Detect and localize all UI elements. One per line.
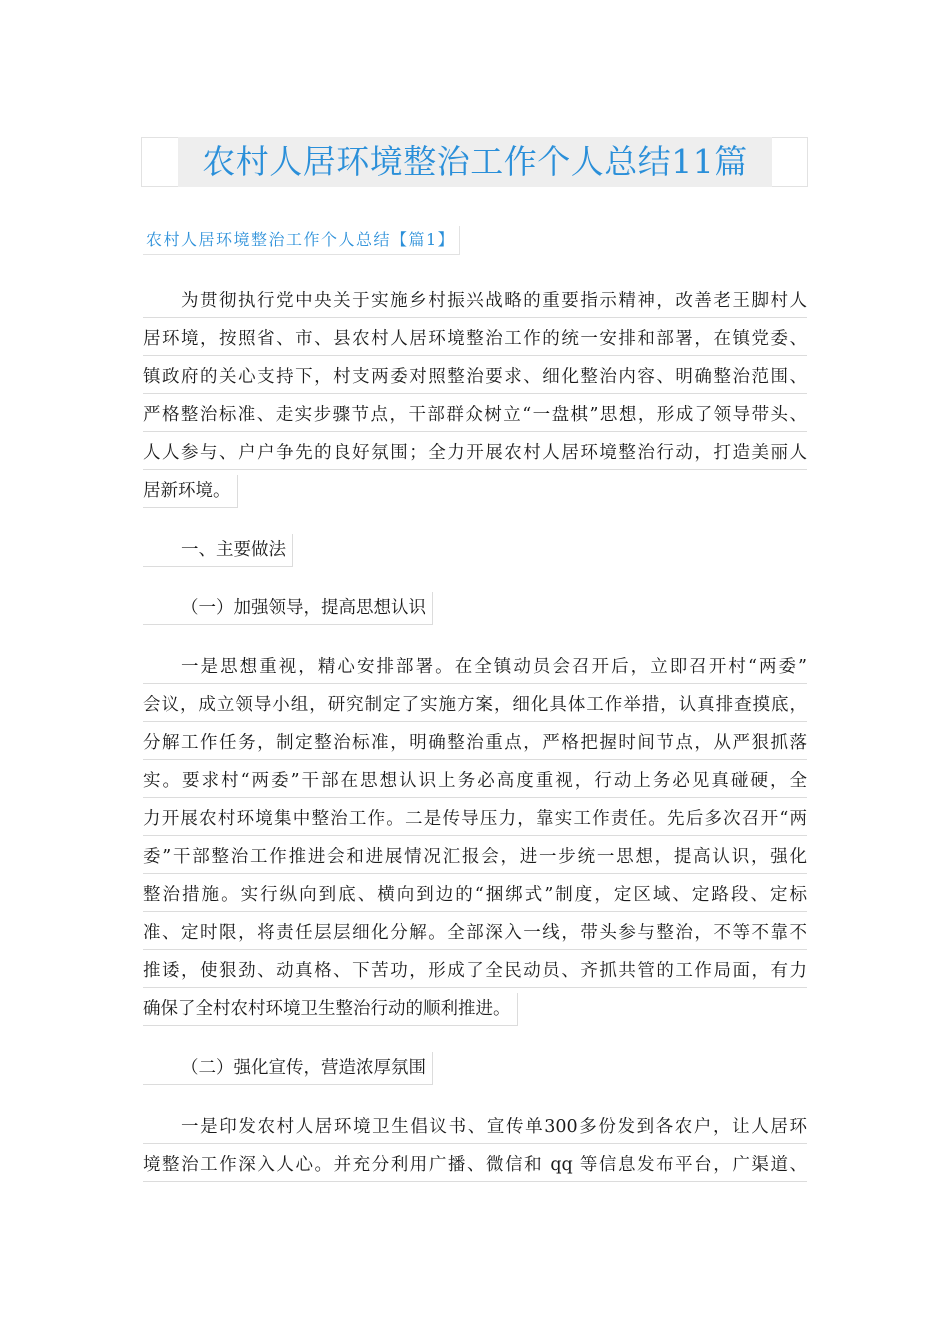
document-title: 农村人居环境整治工作个人总结11篇 (178, 137, 772, 187)
paragraph-line: 一是印发农村人居环境卫生倡议书、宣传单300多份发到各农户，让人居环 (143, 1111, 807, 1144)
paragraph-line: 居环境，按照省、市、县农村人居环境整治工作的统一安排和部署，在镇党委、 (143, 323, 807, 356)
paragraph-line: 力开展农村环境集中整治工作。二是传导压力，靠实工作责任。先后多次召开“两 (143, 803, 807, 836)
paragraph-line: 镇政府的关心支持下，村支两委对照整治要求、细化整治内容、明确整治范围、 (143, 361, 807, 394)
paragraph-line: 分解工作任务，制定整治标准，明确整治重点，严格把握时间节点，从严狠抓落 (143, 727, 807, 760)
section-subtitle: 农村人居环境整治工作个人总结【篇1】 (143, 226, 460, 255)
paragraph-line: 一是思想重视，精心安排部署。在全镇动员会召开后，立即召开村“两委” (143, 651, 807, 684)
paragraph-line: 为贯彻执行党中央关于实施乡村振兴战略的重要指示精神，改善老王脚村人 (143, 285, 807, 318)
paragraph-line: 确保了全村农村环境卫生整治行动的顺利推进。 (143, 993, 518, 1026)
paragraph-line: 人人参与、户户争先的良好氛围；全力开展农村人居环境整治行动，打造美丽人 (143, 437, 807, 470)
subsection-heading: （一）加强领导，提高思想认识 (143, 592, 433, 625)
paragraph-line: 会议，成立领导小组，研究制定了实施方案，细化具体工作举措，认真排查摸底， (143, 689, 807, 722)
section-heading: 一、主要做法 (143, 534, 293, 567)
paragraph-line: 严格整治标准、走实步骤节点，干部群众树立“一盘棋”思想，形成了领导带头、 (143, 399, 807, 432)
paragraph-line: 推诿，使狠劲、动真格、下苦功，形成了全民动员、齐抓共管的工作局面，有力 (143, 955, 807, 988)
paragraph-line: 境整治工作深入人心。并充分利用广播、微信和 qq 等信息发布平台，广渠道、 (143, 1149, 807, 1182)
paragraph-line: 委”干部整治工作推进会和进展情况汇报会，进一步统一思想，提高认识，强化 (143, 841, 807, 874)
paragraph-line: 准、定时限，将责任层层细化分解。全部深入一线，带头参与整治，不等不靠不 (143, 917, 807, 950)
title-box (141, 137, 808, 187)
paragraph-line: 实。要求村“两委”干部在思想认识上务必高度重视，行动上务必见真碰硬，全 (143, 765, 807, 798)
subsection-heading: （二）强化宣传，营造浓厚氛围 (143, 1052, 433, 1085)
paragraph-line: 居新环境。 (143, 475, 238, 508)
paragraph-line: 整治措施。实行纵向到底、横向到边的“捆绑式”制度，定区域、定路段、定标 (143, 879, 807, 912)
